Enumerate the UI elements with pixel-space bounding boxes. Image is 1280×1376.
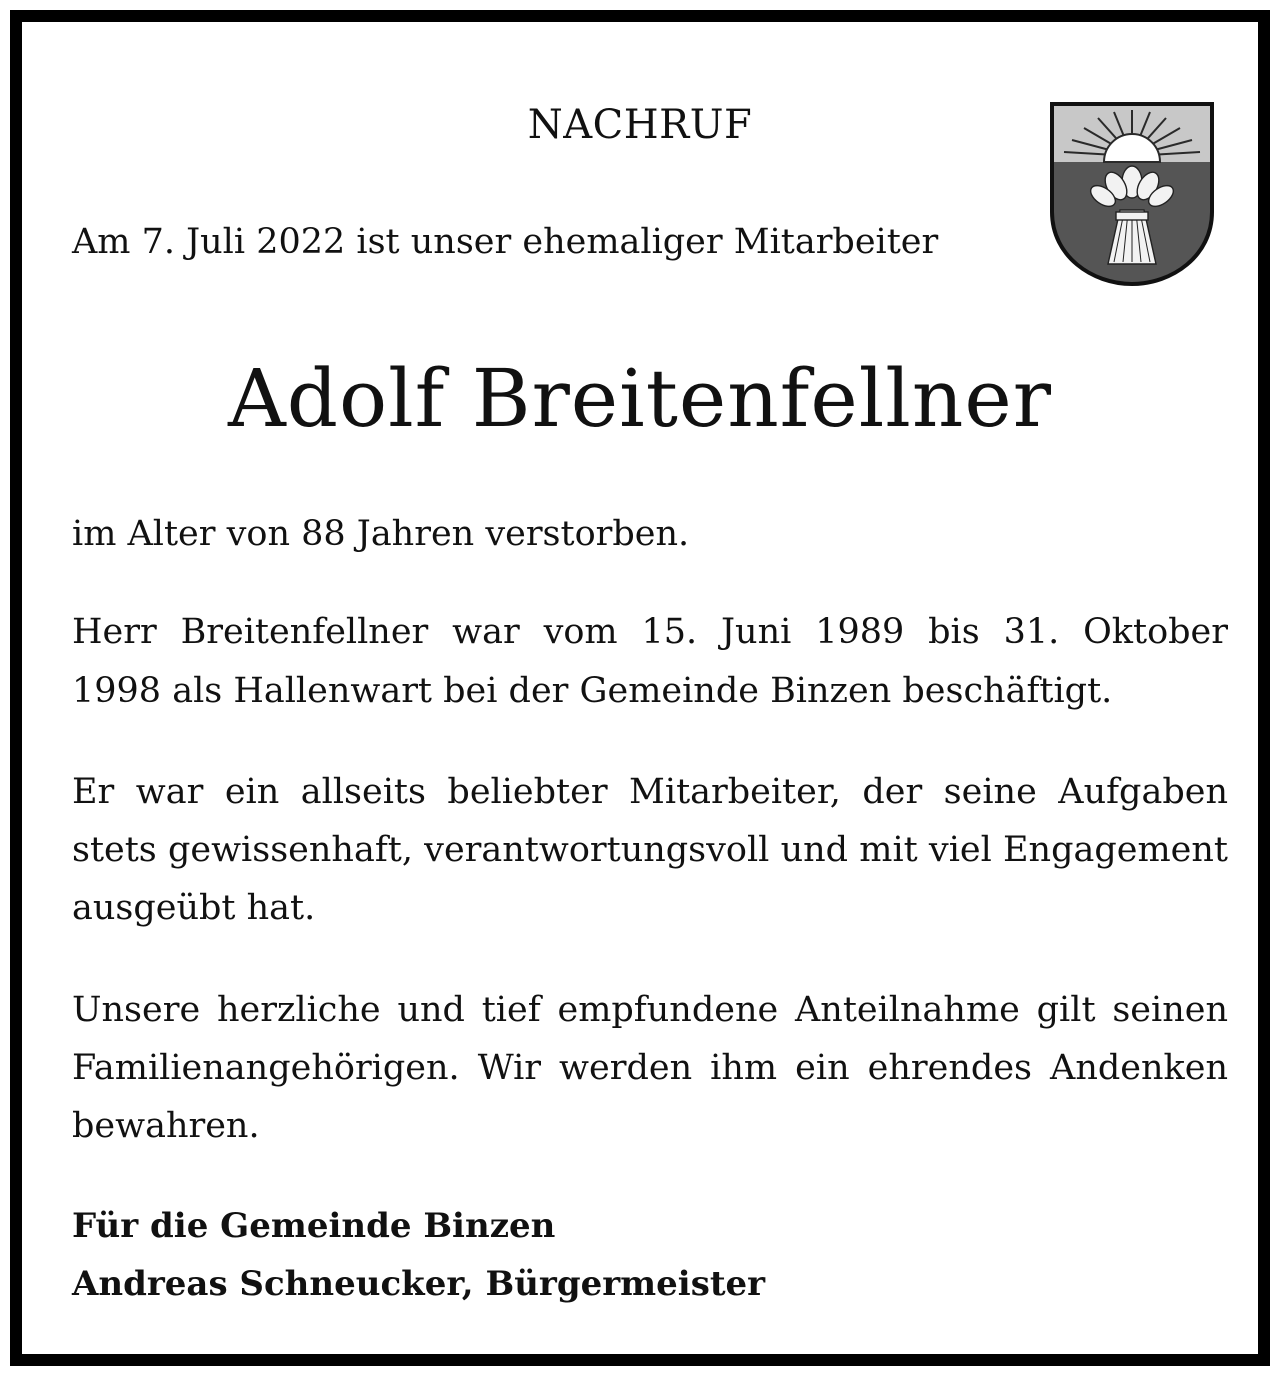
- paragraph-line: Er war ein allseits beliebter Mitarbeiter, der seine Aufgaben: [72, 772, 1228, 812]
- deceased-name: Adolf Breitenfellner: [228, 352, 1052, 445]
- paragraph-line: stets gewissenhaft, verantwortungsvoll und mit viel Engagement: [72, 830, 1228, 870]
- signature-mayor: Andreas Schneucker, Bürgermeister: [72, 1264, 766, 1304]
- notice-heading: NACHRUF: [527, 102, 753, 148]
- paragraph-line: ausgeübt hat.: [72, 888, 316, 928]
- signature-organization: Für die Gemeinde Binzen: [72, 1206, 556, 1246]
- paragraph-line: 1998 als Hallenwart bei der Gemeinde Binzen beschäftigt.: [72, 671, 1113, 711]
- paragraph-line: bewahren.: [72, 1106, 260, 1146]
- age-line: im Alter von 88 Jahren verstorben.: [72, 514, 690, 554]
- intro-line: Am 7. Juli 2022 ist unser ehemaliger Mitarbeiter: [72, 222, 939, 262]
- obituary-notice: [10, 10, 1270, 1366]
- paragraph-line: Herr Breitenfellner war vom 15. Juni 1989 bis 31. Oktober: [72, 612, 1228, 652]
- paragraph-line: Familienangehörigen. Wir werden ihm ein ehrendes Andenken: [72, 1048, 1228, 1088]
- paragraph-line: Unsere herzliche und tief empfundene Anteilnahme gilt seinen: [72, 990, 1228, 1030]
- coat-of-arms-icon: [1048, 100, 1216, 288]
